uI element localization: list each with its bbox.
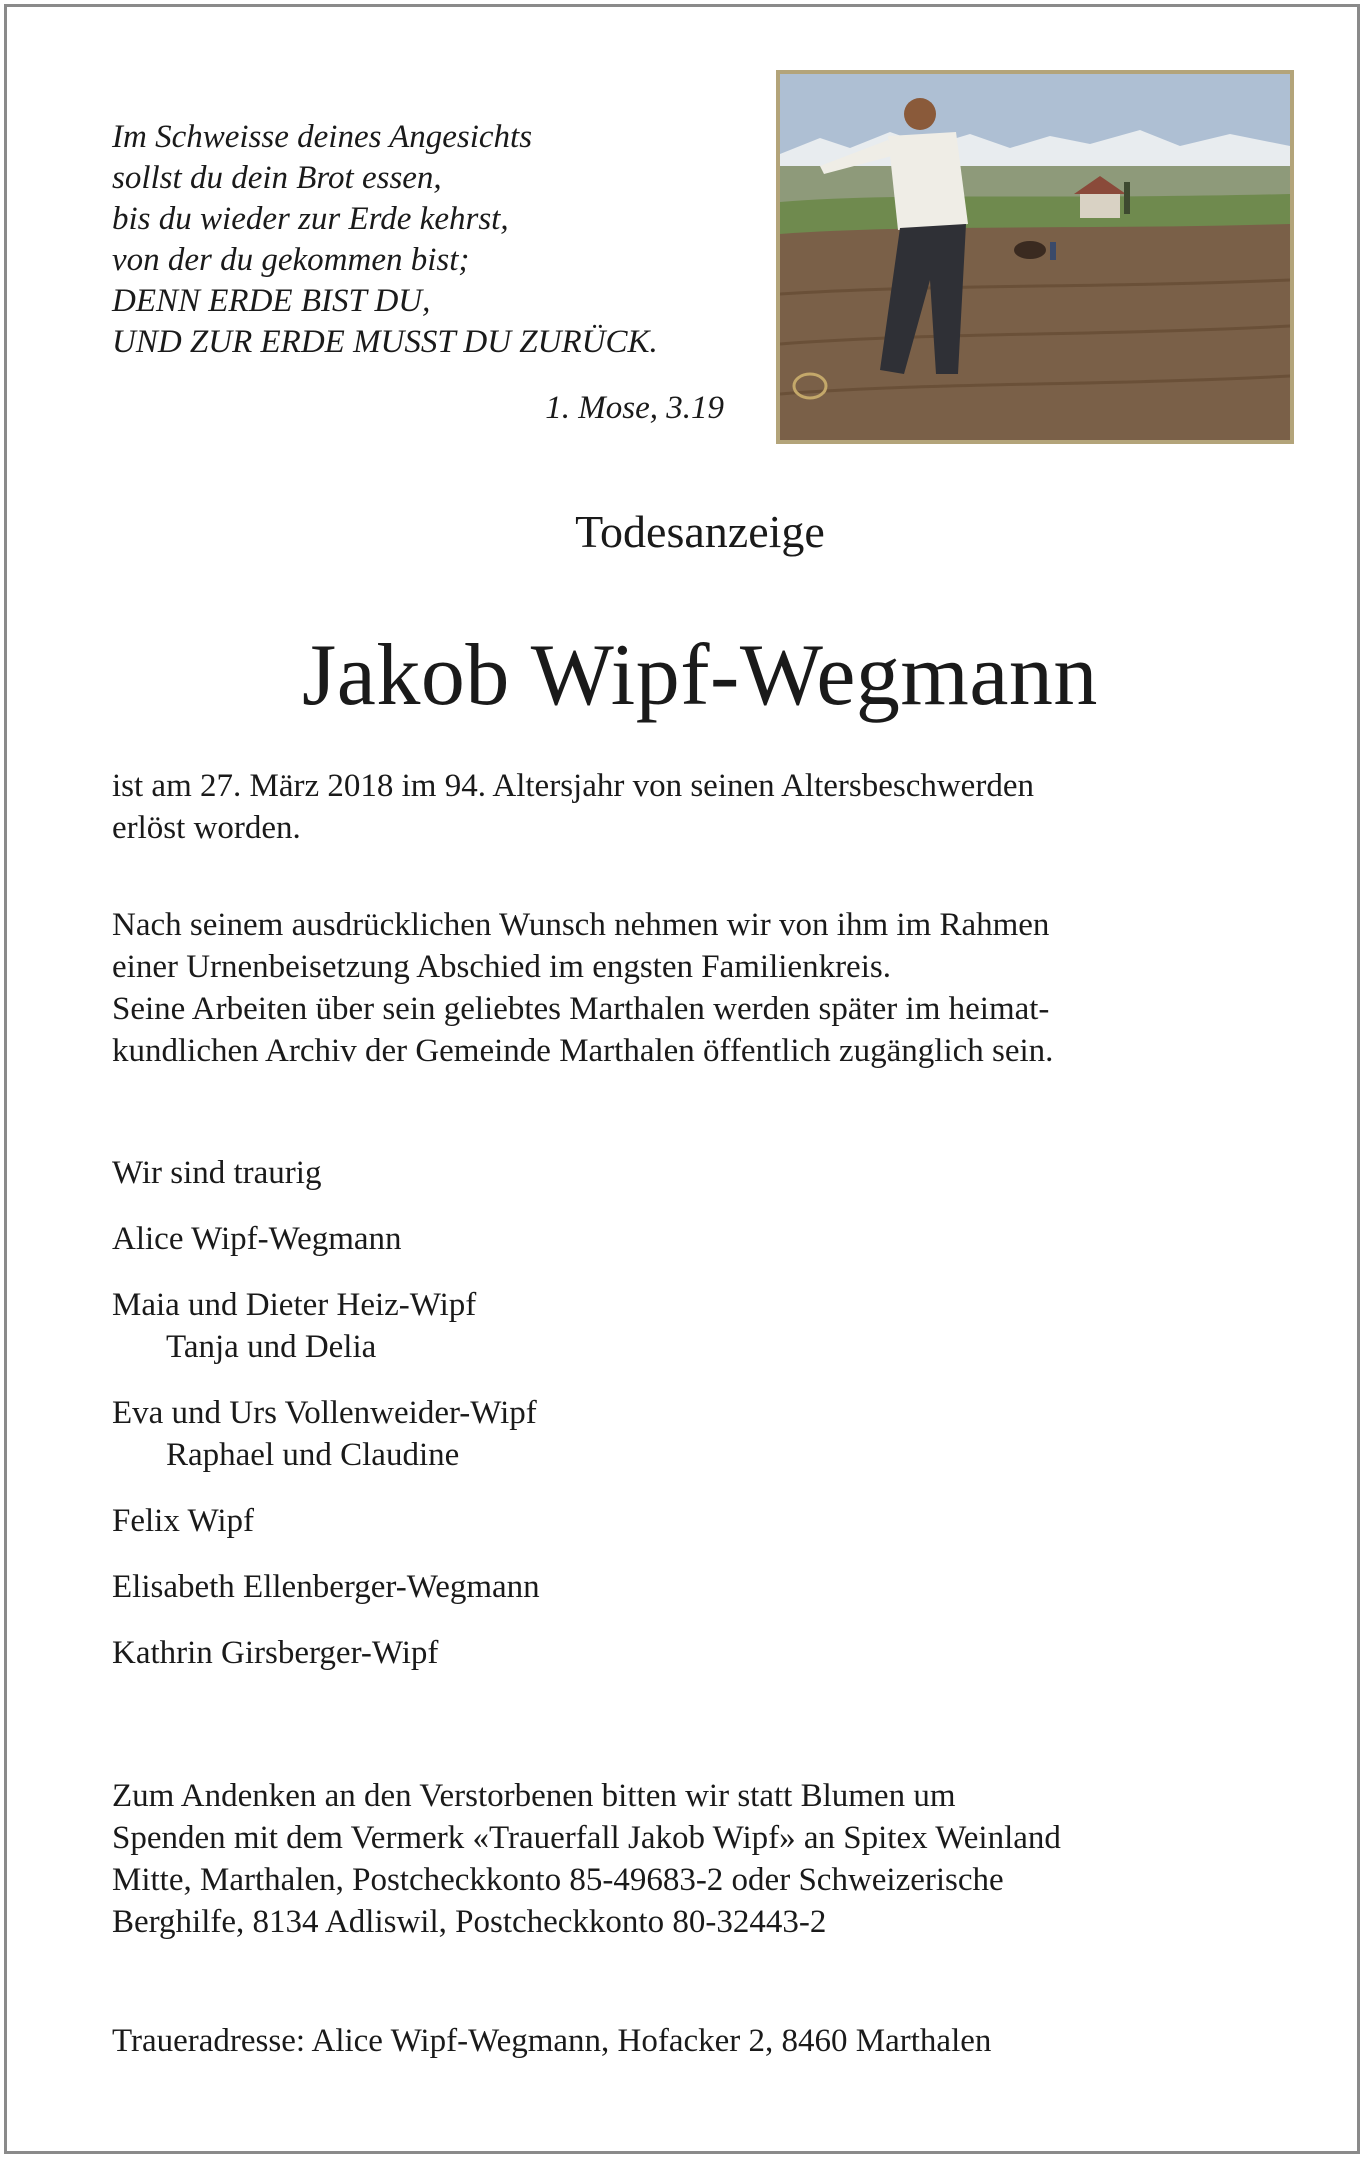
quote-line: von der du gekommen bist; xyxy=(112,242,470,278)
ploughman xyxy=(1050,242,1056,260)
sower-shirt xyxy=(888,132,968,230)
farewell-paragraph xyxy=(112,904,1053,1072)
paragraph-line: Nach seinem ausdrücklichen Wunsch nehmen wir von ihm im Rahmen xyxy=(112,907,1050,943)
paragraph-line: Berghilfe, 8134 Adliswil, Postcheckkonto 80-32443-2 xyxy=(112,1904,827,1940)
page-title: Todesanzeige xyxy=(575,506,825,557)
family-member xyxy=(112,1632,540,1674)
member-name: Alice Wipf-Wegmann xyxy=(112,1221,402,1257)
family-member xyxy=(112,1500,540,1542)
member-children: Raphael und Claudine xyxy=(166,1437,460,1473)
family-member xyxy=(112,1218,540,1260)
painting-illustration xyxy=(780,74,1290,440)
sower-head xyxy=(904,98,936,130)
mourning-address: Traueradresse: Alice Wipf-Wegmann, Hofacker 2, 8460 Marthalen xyxy=(112,2023,992,2059)
quote-line: bis du wieder zur Erde kehrst, xyxy=(112,201,509,237)
quote-line: DENN ERDE BIST DU, xyxy=(112,283,431,319)
announcement-paragraph xyxy=(112,765,1034,849)
paragraph-line: kundlichen Archiv der Gemeinde Marthalen öffentlich zugänglich sein. xyxy=(112,1033,1054,1069)
deceased-name: Jakob Wipf-Wegmann xyxy=(302,627,1098,724)
paragraph-line: Mitte, Marthalen, Postcheckkonto 85-49683-2 oder Schweizerische xyxy=(112,1862,1004,1898)
quote-line: Im Schweisse deines Angesichts xyxy=(112,119,533,155)
quote-line: UND ZUR ERDE MUSST DU ZURÜCK. xyxy=(112,324,658,360)
donation-paragraph xyxy=(112,1775,1061,1943)
member-children: Tanja und Delia xyxy=(166,1329,377,1365)
sower-in-field-painting xyxy=(776,70,1294,444)
member-name: Felix Wipf xyxy=(112,1503,254,1539)
member-name: Maia und Dieter Heiz-Wipf xyxy=(112,1287,477,1323)
quote-source: 1. Mose, 3.19 xyxy=(545,390,724,426)
member-name: Kathrin Girsberger-Wipf xyxy=(112,1635,439,1671)
farmhouse xyxy=(1080,192,1120,218)
paragraph-line: einer Urnenbeisetzung Abschied im engsten Familienkreis. xyxy=(112,949,891,985)
member-name: Eva und Urs Vollenweider-Wipf xyxy=(112,1395,537,1431)
quote-line: sollst du dein Brot essen, xyxy=(112,160,442,196)
paragraph-line: ist am 27. März 2018 im 94. Altersjahr von seinen Altersbeschwerden xyxy=(112,768,1034,804)
paragraph-line: Spenden mit dem Vermerk «Trauerfall Jakob Wipf» an Spitex Weinland xyxy=(112,1820,1061,1856)
member-name: Elisabeth Ellenberger-Wegmann xyxy=(112,1569,540,1605)
paragraph-line: erlöst worden. xyxy=(112,810,301,846)
family-member xyxy=(112,1284,540,1368)
paragraph-line: Seine Arbeiten über sein geliebtes Marthalen werden später im heimat- xyxy=(112,991,1050,1027)
horse xyxy=(1014,241,1046,259)
family-member xyxy=(112,1392,540,1476)
family-intro: Wir sind traurig xyxy=(112,1155,322,1191)
family-list xyxy=(112,1152,540,1698)
bible-quote xyxy=(112,117,732,363)
family-member xyxy=(112,1566,540,1608)
paragraph-line: Zum Andenken an den Verstorbenen bitten wir statt Blumen um xyxy=(112,1778,956,1814)
tree xyxy=(1124,182,1130,214)
